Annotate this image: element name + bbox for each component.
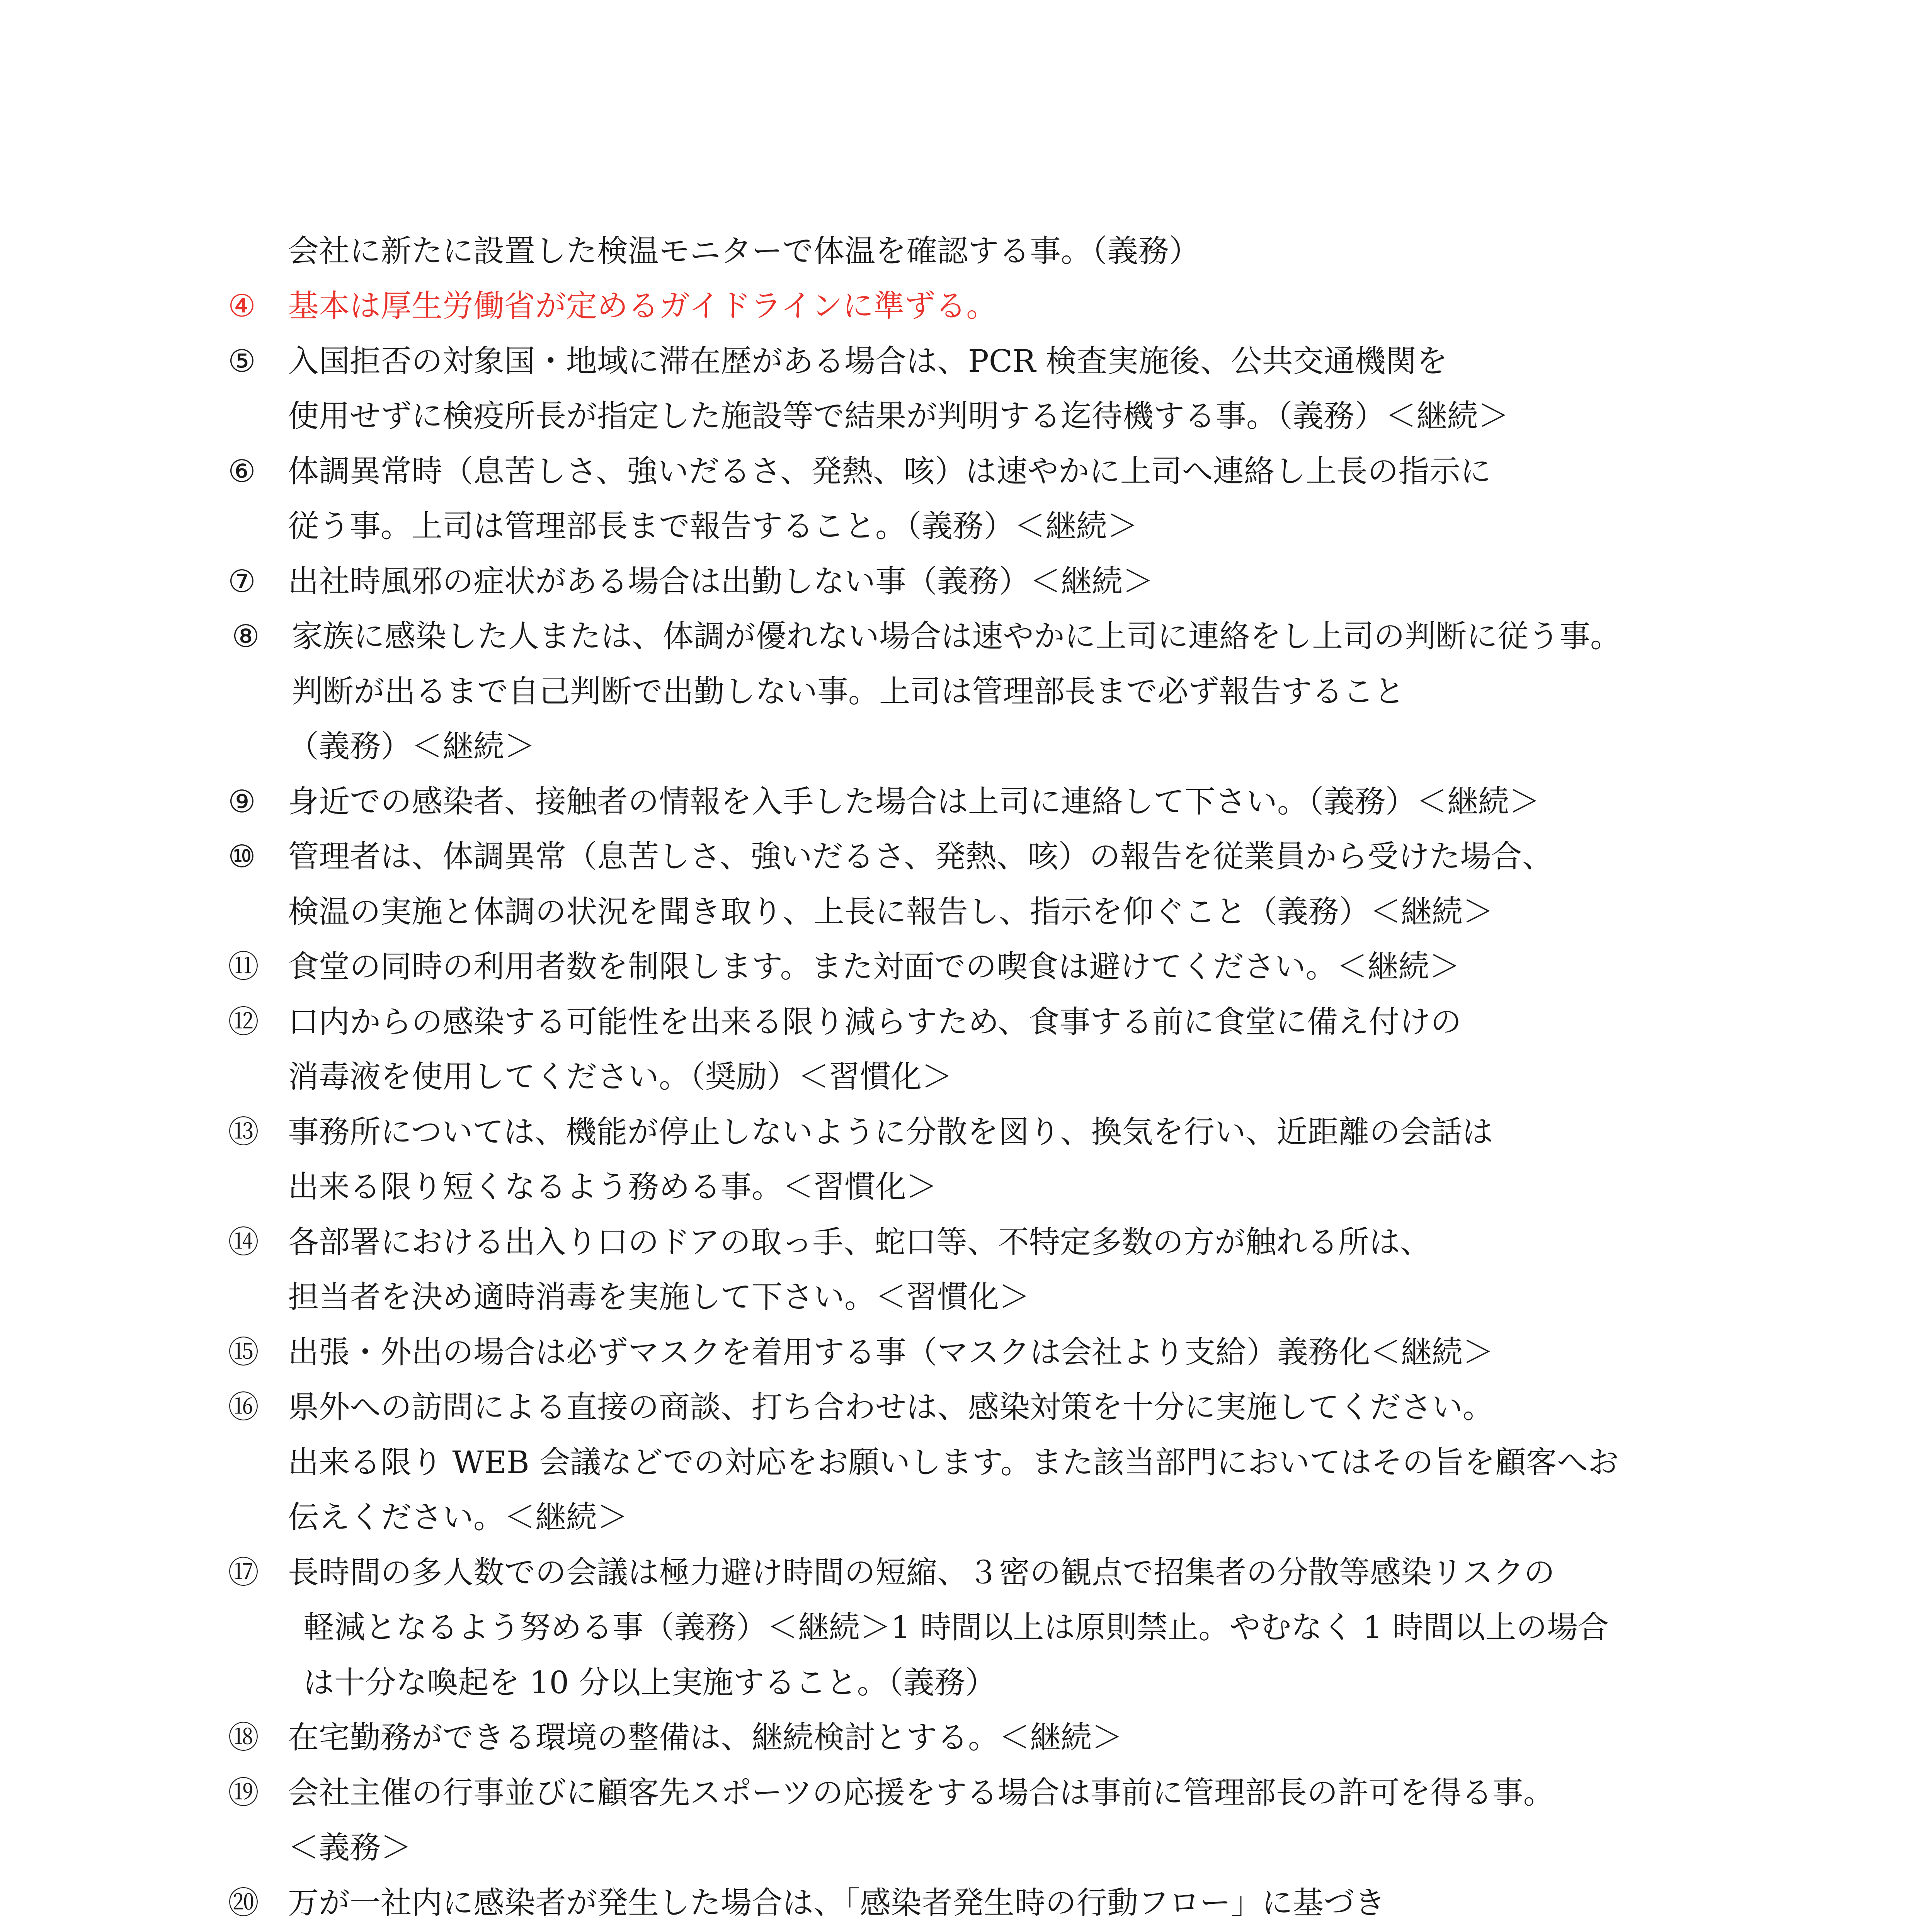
item-17-line-3: は十分な喚起を 10 分以上実施すること。（義務） [303,1665,996,1701]
item-14-line-1: 各部署における出入り口のドアの取っ手、蛇口等、不特定多数の方が触れる所は、 [288,1224,1431,1260]
item-number-14: ⑭ [228,1224,259,1260]
item-10-line-2: 検温の実施と体調の状況を聞き取り、上長に報告し、指示を仰ぐこと（義務）＜継続＞ [288,894,1494,930]
item-14-line-2: 担当者を決め適時消毒を実施して下さい。＜習慣化＞ [288,1279,1030,1315]
item-3-line-2: 会社に新たに設置した検温モニターで体温を確認する事。（義務） [288,233,1200,269]
item-number-12: ⑫ [228,1004,259,1040]
item-19-line-2: ＜義務＞ [288,1830,412,1866]
item-number-8: ⑧ [232,618,260,654]
item-19-line-1: 会社主催の行事並びに顧客先スポーツの応援をする場合は事前に管理部長の許可を得る事。 [288,1775,1554,1811]
item-8-line-2: 判断が出るまで自己判断で出勤しない事。上司は管理部長まで必ず報告すること [292,673,1405,709]
item-number-13: ⑬ [228,1114,259,1150]
item-number-6: ⑥ [228,453,256,489]
item-18-line-1: 在宅勤務ができる環境の整備は、継続検討とする。＜継続＞ [288,1719,1123,1755]
item-13-line-1: 事務所については、機能が停止しないように分散を図り、換気を行い、近距離の会話は [288,1114,1493,1150]
item-16-line-1: 県外への訪問による直接の商談、打ち合わせは、感染対策を十分に実施してください。 [288,1389,1494,1425]
item-7-line-1: 出社時風邪の症状がある場合は出勤しない事（義務）＜継続＞ [288,563,1154,599]
item-number-5: ⑤ [228,343,256,379]
item-number-11: ⑪ [228,949,259,985]
item-11-line-1: 食堂の同時の利用者数を制限します。また対面での喫食は避けてください。＜継続＞ [288,949,1460,985]
item-17-line-2: 軽減となるよう努める事（義務）＜継続＞1 時間以上は原則禁止。やむなく 1 時間以上の場合 [303,1609,1609,1645]
item-12-line-2: 消毒液を使用してください。（奨励）＜習慣化＞ [288,1059,953,1095]
item-5-line-1: 入国拒否の対象国・地域に滞在歴がある場合は、PCR 検査実施後、公共交通機関を [288,343,1448,379]
item-13-line-2: 出来る限り短くなるよう務める事。＜習慣化＞ [288,1169,937,1205]
item-6-line-2: 従う事。上司は管理部長まで報告すること。（義務）＜継続＞ [288,508,1138,544]
item-8-line-3: （義務）＜継続＞ [288,728,535,764]
item-9-line-1: 身近での感染者、接触者の情報を入手した場合は上司に連絡して下さい。（義務）＜継続＞ [288,784,1540,820]
item-number-19: ⑲ [228,1775,259,1811]
item-16-line-2: 出来る限り WEB 会議などでの対応をお願いします。また該当部門においてはその旨を顧客へお [288,1444,1619,1480]
item-number-4: ④ [228,288,256,324]
item-4-line-1: 基本は厚生労働省が定めるガイドラインに準ずる。 [288,288,997,324]
item-number-20: ⑳ [228,1885,259,1921]
item-number-15: ⑮ [228,1334,259,1370]
item-10-line-1: 管理者は、体調異常（息苦しさ、強いだるさ、発熱、咳）の報告を従業員から受けた場合、 [288,838,1553,874]
item-number-16: ⑯ [228,1389,259,1425]
item-8-line-1: 家族に感染した人または、体調が優れない場合は速やかに上司に連絡をし上司の判断に従う事。 [292,618,1621,654]
item-number-17: ⑰ [228,1554,259,1590]
item-20-line-1: 万が一社内に感染者が発生した場合は、「感染者発生時の行動フロー」に基づき [288,1885,1385,1921]
item-number-7: ⑦ [228,563,256,599]
item-16-line-3: 伝えください。＜継続＞ [288,1499,628,1535]
item-number-9: ⑨ [228,784,256,820]
item-17-line-1: 長時間の多人数での会議は極力避け時間の短縮、３密の観点で招集者の分散等感染リスクの [288,1554,1555,1590]
item-5-line-2: 使用せずに検疫所長が指定した施設等で結果が判明する迄待機する事。（義務）＜継続＞ [288,398,1509,434]
item-number-18: ⑱ [228,1719,259,1755]
item-6-line-1: 体調異常時（息苦しさ、強いだるさ、発熱、咳）は速やかに上司へ連絡し上長の指示に [288,453,1491,489]
item-12-line-1: 口内からの感染する可能性を出来る限り減らすため、食事する前に食堂に備え付けの [288,1004,1462,1040]
item-15-line-1: 出張・外出の場合は必ずマスクを着用する事（マスクは会社より支給）義務化＜継続＞ [288,1334,1494,1370]
item-number-10: ⑩ [228,838,256,874]
